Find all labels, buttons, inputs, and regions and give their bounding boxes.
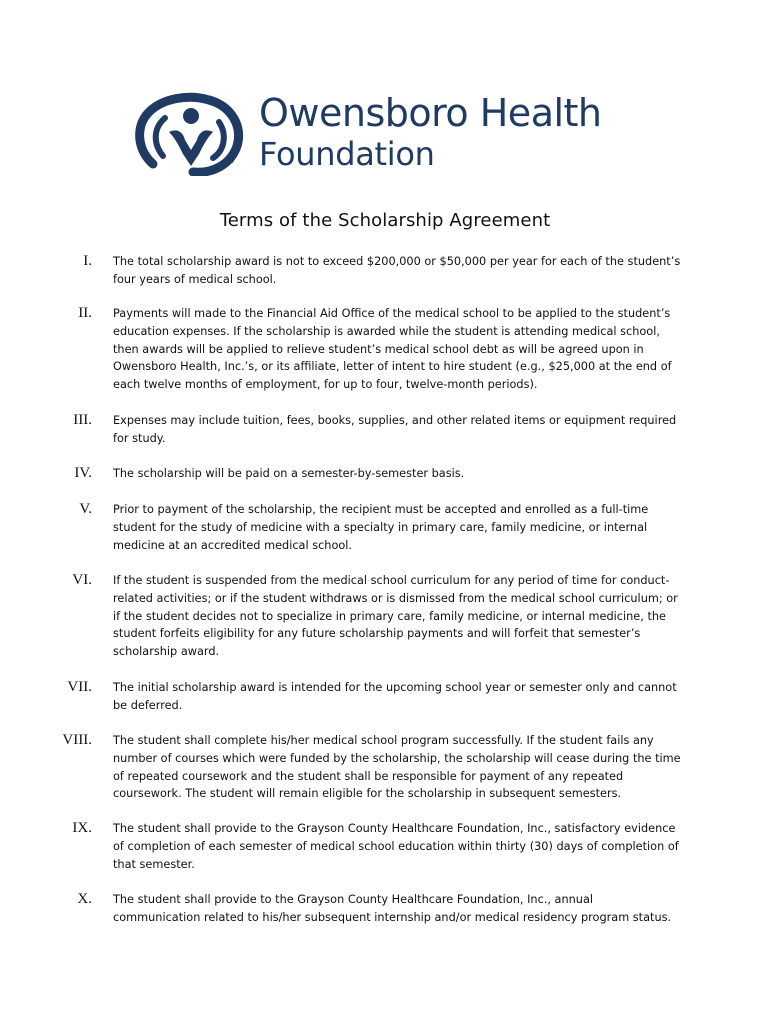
logo-name-line2: Foundation [259, 135, 435, 173]
registered-trademark-mark: ® [228, 157, 235, 165]
term-text: The scholarship will be paid on a semester-by-semester basis. [113, 467, 465, 480]
term-text: The initial scholarship award is intended for the upcoming school year or semester only and cannot be deferred. [113, 681, 677, 712]
term-numeral: IV. [74, 465, 92, 481]
term-numeral: VII. [67, 679, 92, 695]
term-numeral: VI. [72, 572, 92, 588]
term-text: The total scholarship award is not to exceed $200,000 or $50,000 per year for each of the student’s four years of medical school. [113, 255, 681, 286]
term-numeral: II. [78, 305, 92, 321]
term-numeral: I. [83, 253, 92, 269]
foundation-logo [133, 88, 653, 180]
term-numeral: V. [79, 501, 92, 517]
term-text: The student shall provide to the Grayson County Healthcare Foundation, Inc., satisfactory evidence of completion of each semester of medical school education within thirty (30) days of completion of that semester. [113, 822, 679, 871]
term-text: The student shall complete his/her medical school program successfully. If the student fails any number of courses which were funded by the scholarship, the scholarship will cease during the time of repeated coursework and the student shall be responsible for payment of any repeated coursework. The student will remain eligible for the scholarship in subsequent semesters. [113, 734, 681, 801]
term-numeral: VIII. [62, 732, 92, 748]
term-numeral: X. [77, 891, 92, 907]
term-text: The student shall provide to the Grayson County Healthcare Foundation, Inc., annual communication related to his/her subsequent internship and/or medical residency program status. [113, 893, 672, 924]
document-title: Terms of the Scholarship Agreement [219, 210, 551, 231]
term-text: Payments will made to the Financial Aid Office of the medical school to be applied to the student’s education expenses. If the scholarship is awarded while the student is attending medical school, then awards will be applied to relieve student’s medical school debt as will be agreed upon in Owensboro Health, Inc.’s, or its affiliate, letter of intent to hire student (e.g., $25,000 at the end of each twelve months of employment, for up to four, twelve-month periods). [113, 307, 672, 392]
term-text: Expenses may include tuition, fees, books, supplies, and other related items or equipment required for study. [113, 414, 677, 445]
term-numeral: IX. [72, 820, 92, 836]
term-text: Prior to payment of the scholarship, the recipient must be accepted and enrolled as a full-time student for the study of medicine with a specialty in primary care, family medicine, or internal medicine at an accredited medical school. [113, 503, 649, 552]
logo-name-line1: Owensboro Health [259, 91, 602, 135]
term-text: If the student is suspended from the medical school curriculum for any period of time for conduct-related activities; or if the student withdraws or is dismissed from the medical school curriculum; or if the student decides not to specialize in primary care, family medicine, or internal medicine, the student forfeits eligibility for any future scholarship payments and will forfeit that semester’s scholarship award. [113, 574, 678, 659]
term-numeral: III. [73, 412, 92, 428]
